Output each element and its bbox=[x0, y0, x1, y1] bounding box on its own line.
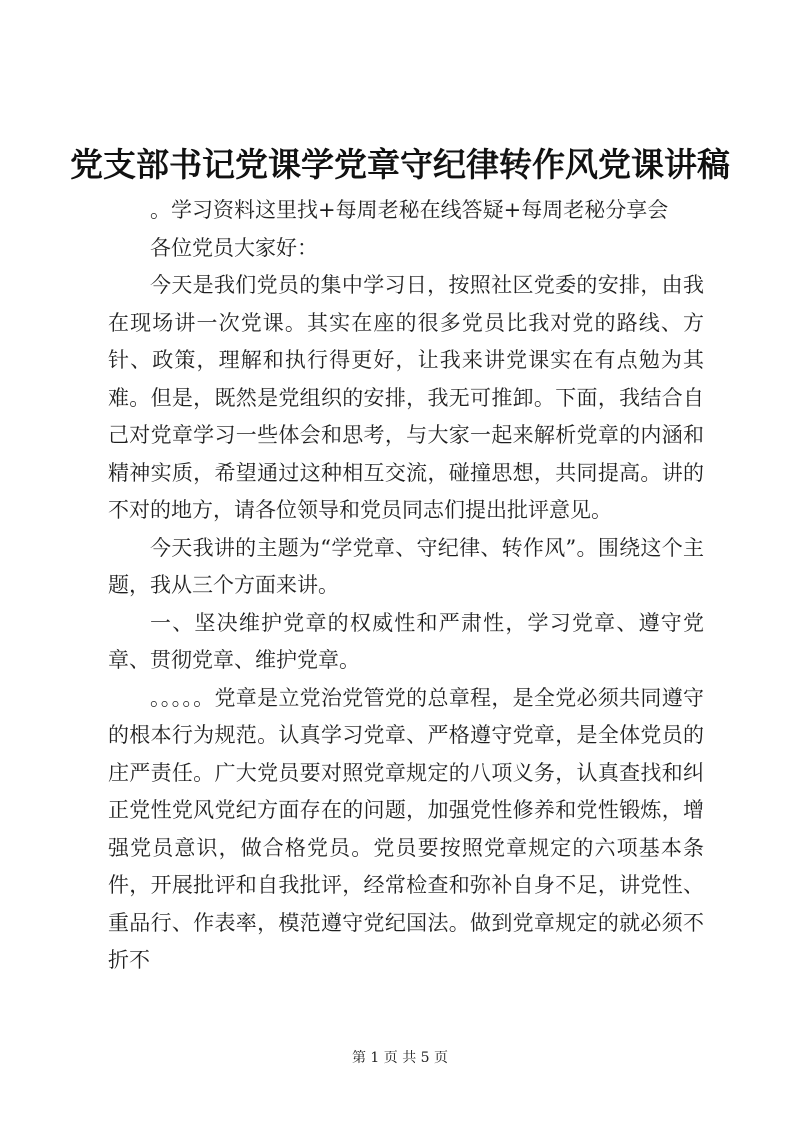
page-number-footer: 第 1 页 共 5 页 bbox=[351, 1050, 449, 1066]
document-title: 党支部书记党课学党章守纪律转作风党课讲稿 bbox=[70, 145, 730, 184]
paragraph-greeting: 各位党员大家好： bbox=[150, 235, 318, 260]
document-body bbox=[108, 192, 704, 980]
paragraph-section-heading-1: 一、坚决维护党章的权威性和严肃性，学习党章、遵守党章、贯彻党章、维护党章。 bbox=[108, 610, 704, 672]
paragraph-study-resources: 。学习资料这里找+每周老秘在线答疑+每周老秘分享会 bbox=[150, 198, 669, 222]
paragraph-party-constitution: 。。。。。党章是立党治党管党的总章程，是全党必须共同遵守的根本行为规范。认真学习党章、严格遵守党章，是全体党员的庄严责任。广大党员要对照党章规定的八项义务，认真查找和纠正党性党风党纪方面存在的问题，加强党性修养和党性锻炼，增强党员意识，做合格党员。党员要按照党章规定的六项基本条件，开展批评和自我批评，经常检查和弥补自身不足，讲党性、重品行、作表率，模范遵守党纪国法。做到党章规定的就必须不折不 bbox=[108, 685, 704, 972]
paragraph-theme: 今天我讲的主题为“学党章、守纪律、转作风”。围绕这个主题，我从三个方面来讲。 bbox=[108, 535, 704, 597]
paragraph-introduction: 今天是我们党员的集中学习日，按照社区党委的安排，由我在现场讲一次党课。其实在座的很多党员比我对党的路线、方针、政策，理解和执行得更好，让我来讲党课实在有点勉为其难。但是，既然是党组织的安排，我无可推卸。下面，我结合自己对党章学习一些体会和思考，与大家一起来解析党章的内涵和精神实质，希望通过这种相互交流，碰撞思想，共同提高。讲的不对的地方，请各位领导和党员同志们提出批评意见。 bbox=[108, 273, 704, 522]
